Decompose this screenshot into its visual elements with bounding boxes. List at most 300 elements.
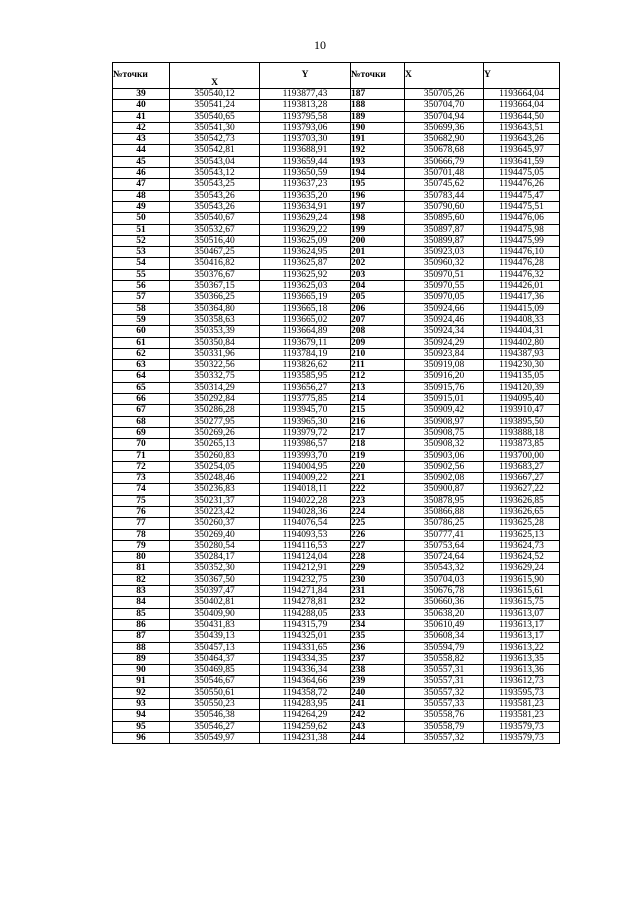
cell-y-left: 1194259,62 (260, 721, 351, 732)
cell-x-right: 350557,32 (405, 687, 484, 698)
cell-x-left: 350397,47 (170, 586, 260, 597)
cell-x-left: 350367,50 (170, 574, 260, 585)
cell-point-number-right: 222 (351, 484, 405, 495)
cell-point-number-left: 83 (113, 586, 170, 597)
cell-point-number-right: 190 (351, 122, 405, 133)
cell-x-left: 350546,67 (170, 676, 260, 687)
cell-x-left: 350260,37 (170, 518, 260, 529)
table-row (113, 518, 560, 529)
table-row (113, 134, 560, 145)
cell-x-right: 350902,08 (405, 473, 484, 484)
table-row (113, 676, 560, 687)
cell-x-left: 350542,81 (170, 145, 260, 156)
cell-y-left: 1194288,05 (260, 608, 351, 619)
table-row (113, 416, 560, 427)
table-row (113, 608, 560, 619)
cell-x-left: 350292,84 (170, 394, 260, 405)
cell-y-left: 1194004,95 (260, 461, 351, 472)
cell-x-left: 350376,67 (170, 269, 260, 280)
cell-y-right: 1194408,33 (484, 314, 560, 325)
cell-x-right: 350558,79 (405, 721, 484, 732)
cell-y-right: 1193700,00 (484, 450, 560, 461)
cell-x-left: 350364,80 (170, 303, 260, 314)
cell-point-number-right: 234 (351, 619, 405, 630)
table-row (113, 574, 560, 585)
cell-point-number-left: 48 (113, 190, 170, 201)
cell-point-number-right: 228 (351, 552, 405, 563)
cell-point-number-right: 187 (351, 89, 405, 100)
cell-point-number-left: 78 (113, 529, 170, 540)
cell-point-number-left: 82 (113, 574, 170, 585)
cell-x-right: 350682,90 (405, 134, 484, 145)
cell-x-left: 350542,73 (170, 134, 260, 145)
cell-y-left: 1193784,19 (260, 348, 351, 359)
cell-y-right: 1193613,35 (484, 653, 560, 664)
cell-x-right: 350777,41 (405, 529, 484, 540)
cell-point-number-right: 203 (351, 269, 405, 280)
cell-x-right: 350908,97 (405, 416, 484, 427)
cell-point-number-right: 225 (351, 518, 405, 529)
cell-x-left: 350352,30 (170, 563, 260, 574)
cell-x-right: 350960,32 (405, 258, 484, 269)
cell-y-left: 1194124,04 (260, 552, 351, 563)
cell-y-right: 1193888,18 (484, 427, 560, 438)
cell-y-right: 1193613,22 (484, 642, 560, 653)
cell-x-left: 350366,25 (170, 292, 260, 303)
cell-x-right: 350666,79 (405, 156, 484, 167)
table-row (113, 156, 560, 167)
cell-point-number-right: 206 (351, 303, 405, 314)
cell-point-number-right: 212 (351, 371, 405, 382)
cell-x-right: 350878,95 (405, 495, 484, 506)
cell-y-left: 1193826,62 (260, 360, 351, 371)
cell-point-number-right: 197 (351, 201, 405, 212)
cell-point-number-left: 70 (113, 439, 170, 450)
table-row (113, 394, 560, 405)
cell-point-number-left: 79 (113, 540, 170, 551)
cell-point-number-right: 231 (351, 586, 405, 597)
cell-x-left: 350254,05 (170, 461, 260, 472)
cell-point-number-right: 232 (351, 597, 405, 608)
cell-point-number-left: 62 (113, 348, 170, 359)
cell-y-left: 1193665,02 (260, 314, 351, 325)
cell-y-right: 1193643,51 (484, 122, 560, 133)
cell-y-left: 1194212,91 (260, 563, 351, 574)
cell-x-right: 350902,56 (405, 461, 484, 472)
cell-y-left: 1194009,22 (260, 473, 351, 484)
cell-point-number-right: 241 (351, 699, 405, 710)
table-row (113, 190, 560, 201)
cell-y-right: 1193579,73 (484, 721, 560, 732)
table-row (113, 100, 560, 111)
cell-y-right: 1194476,06 (484, 213, 560, 224)
cell-y-right: 1194387,93 (484, 348, 560, 359)
cell-y-left: 1193634,91 (260, 201, 351, 212)
table-header-row (113, 63, 560, 89)
cell-y-right: 1193613,36 (484, 665, 560, 676)
cell-point-number-left: 53 (113, 247, 170, 258)
cell-x-left: 350280,54 (170, 540, 260, 551)
cell-x-right: 350660,36 (405, 597, 484, 608)
cell-x-left: 350431,83 (170, 619, 260, 630)
cell-x-left: 350439,13 (170, 631, 260, 642)
cell-point-number-right: 233 (351, 608, 405, 619)
cell-point-number-right: 230 (351, 574, 405, 585)
cell-point-number-right: 239 (351, 676, 405, 687)
cell-y-left: 1194283,95 (260, 699, 351, 710)
table-row (113, 506, 560, 517)
cell-y-left: 1193650,59 (260, 168, 351, 179)
cell-point-number-right: 218 (351, 439, 405, 450)
cell-x-left: 350543,26 (170, 190, 260, 201)
table-row (113, 168, 560, 179)
cell-y-right: 1193613,17 (484, 619, 560, 630)
cell-point-number-right: 202 (351, 258, 405, 269)
cell-point-number-right: 196 (351, 190, 405, 201)
table-row (113, 495, 560, 506)
cell-y-left: 1193688,91 (260, 145, 351, 156)
cell-y-left: 1194271,84 (260, 586, 351, 597)
cell-y-left: 1194076,54 (260, 518, 351, 529)
cell-x-right: 350790,60 (405, 201, 484, 212)
cell-y-right: 1194476,10 (484, 247, 560, 258)
cell-x-right: 350558,76 (405, 710, 484, 721)
cell-x-right: 350909,42 (405, 405, 484, 416)
cell-point-number-left: 86 (113, 619, 170, 630)
cell-x-right: 350923,84 (405, 348, 484, 359)
cell-point-number-left: 90 (113, 665, 170, 676)
cell-point-number-right: 215 (351, 405, 405, 416)
cell-x-right: 350753,64 (405, 540, 484, 551)
cell-point-number-right: 189 (351, 111, 405, 122)
cell-x-right: 350608,34 (405, 631, 484, 642)
table-row (113, 258, 560, 269)
header-point-number-right: №точки (351, 63, 405, 89)
cell-x-left: 350331,96 (170, 348, 260, 359)
cell-y-left: 1193775,85 (260, 394, 351, 405)
cell-x-right: 350919,08 (405, 360, 484, 371)
cell-y-right: 1194230,30 (484, 360, 560, 371)
cell-y-left: 1193679,11 (260, 337, 351, 348)
cell-y-left: 1194232,75 (260, 574, 351, 585)
cell-point-number-right: 210 (351, 348, 405, 359)
cell-point-number-right: 219 (351, 450, 405, 461)
cell-point-number-right: 211 (351, 360, 405, 371)
cell-point-number-left: 87 (113, 631, 170, 642)
cell-point-number-right: 235 (351, 631, 405, 642)
cell-point-number-left: 67 (113, 405, 170, 416)
cell-x-right: 350908,32 (405, 439, 484, 450)
cell-point-number-left: 49 (113, 201, 170, 212)
cell-point-number-right: 214 (351, 394, 405, 405)
cell-x-left: 350236,83 (170, 484, 260, 495)
cell-point-number-right: 207 (351, 314, 405, 325)
cell-x-left: 350516,40 (170, 235, 260, 246)
cell-x-left: 350540,67 (170, 213, 260, 224)
cell-x-right: 350704,94 (405, 111, 484, 122)
cell-x-left: 350550,61 (170, 687, 260, 698)
cell-point-number-left: 66 (113, 394, 170, 405)
cell-x-right: 350866,88 (405, 506, 484, 517)
cell-point-number-left: 41 (113, 111, 170, 122)
cell-y-left: 1194231,38 (260, 732, 351, 743)
cell-y-left: 1193979,72 (260, 427, 351, 438)
cell-x-left: 350546,38 (170, 710, 260, 721)
cell-x-left: 350543,12 (170, 168, 260, 179)
cell-point-number-left: 96 (113, 732, 170, 743)
cell-y-right: 1193667,27 (484, 473, 560, 484)
cell-y-right: 1193615,90 (484, 574, 560, 585)
table-row (113, 450, 560, 461)
cell-point-number-left: 54 (113, 258, 170, 269)
cell-point-number-left: 63 (113, 360, 170, 371)
cell-y-right: 1194475,47 (484, 190, 560, 201)
cell-x-right: 350924,46 (405, 314, 484, 325)
cell-x-right: 350699,36 (405, 122, 484, 133)
table-row (113, 179, 560, 190)
cell-y-right: 1194476,32 (484, 269, 560, 280)
cell-x-left: 350543,26 (170, 201, 260, 212)
page-number: 10 (314, 38, 326, 52)
cell-y-left: 1193625,03 (260, 281, 351, 292)
cell-point-number-left: 47 (113, 179, 170, 190)
cell-y-left: 1193986,57 (260, 439, 351, 450)
cell-point-number-right: 220 (351, 461, 405, 472)
header-point-number-left: №точки (113, 63, 170, 89)
table-row (113, 360, 560, 371)
header-x-left: X (170, 63, 260, 89)
table-row (113, 111, 560, 122)
cell-y-right: 1193595,73 (484, 687, 560, 698)
table-row (113, 642, 560, 653)
cell-y-left: 1194358,72 (260, 687, 351, 698)
cell-y-right: 1193645,97 (484, 145, 560, 156)
cell-point-number-left: 89 (113, 653, 170, 664)
cell-x-right: 350970,55 (405, 281, 484, 292)
cell-point-number-left: 85 (113, 608, 170, 619)
cell-point-number-right: 216 (351, 416, 405, 427)
cell-x-left: 350416,82 (170, 258, 260, 269)
cell-x-left: 350409,90 (170, 608, 260, 619)
cell-point-number-right: 193 (351, 156, 405, 167)
cell-x-right: 350908,75 (405, 427, 484, 438)
cell-y-right: 1194426,01 (484, 281, 560, 292)
cell-x-right: 350903,06 (405, 450, 484, 461)
cell-point-number-left: 46 (113, 168, 170, 179)
cell-y-left: 1194334,35 (260, 653, 351, 664)
cell-x-left: 350350,84 (170, 337, 260, 348)
cell-y-left: 1193965,30 (260, 416, 351, 427)
cell-point-number-right: 198 (351, 213, 405, 224)
cell-point-number-left: 52 (113, 235, 170, 246)
cell-x-right: 350557,32 (405, 732, 484, 743)
cell-y-left: 1194278,81 (260, 597, 351, 608)
cell-x-left: 350549,97 (170, 732, 260, 743)
cell-y-left: 1193664,89 (260, 326, 351, 337)
table-row (113, 653, 560, 664)
cell-x-right: 350924,34 (405, 326, 484, 337)
cell-x-left: 350532,67 (170, 224, 260, 235)
cell-x-right: 350676,78 (405, 586, 484, 597)
table-row (113, 281, 560, 292)
cell-x-right: 350558,82 (405, 653, 484, 664)
table-body (113, 89, 560, 744)
cell-x-left: 350277,95 (170, 416, 260, 427)
cell-point-number-right: 213 (351, 382, 405, 393)
cell-point-number-right: 224 (351, 506, 405, 517)
cell-y-left: 1193625,09 (260, 235, 351, 246)
cell-y-right: 1193581,23 (484, 710, 560, 721)
cell-y-right: 1193683,27 (484, 461, 560, 472)
table-row (113, 529, 560, 540)
table-row (113, 484, 560, 495)
cell-point-number-left: 39 (113, 89, 170, 100)
cell-x-right: 350970,51 (405, 269, 484, 280)
cell-x-left: 350543,04 (170, 156, 260, 167)
cell-y-left: 1193656,27 (260, 382, 351, 393)
cell-point-number-right: 209 (351, 337, 405, 348)
cell-x-right: 350900,87 (405, 484, 484, 495)
cell-x-right: 350557,31 (405, 676, 484, 687)
cell-y-right: 1193664,04 (484, 100, 560, 111)
cell-y-right: 1193613,17 (484, 631, 560, 642)
cell-y-right: 1193643,26 (484, 134, 560, 145)
cell-point-number-left: 72 (113, 461, 170, 472)
cell-y-right: 1193624,73 (484, 540, 560, 551)
table-row (113, 619, 560, 630)
cell-point-number-left: 61 (113, 337, 170, 348)
table-row (113, 473, 560, 484)
cell-y-left: 1194022,28 (260, 495, 351, 506)
cell-y-left: 1193625,92 (260, 269, 351, 280)
cell-point-number-right: 244 (351, 732, 405, 743)
cell-y-right: 1193895,50 (484, 416, 560, 427)
cell-x-right: 350897,87 (405, 224, 484, 235)
cell-point-number-left: 45 (113, 156, 170, 167)
cell-y-right: 1194415,09 (484, 303, 560, 314)
cell-point-number-left: 42 (113, 122, 170, 133)
cell-x-right: 350923,03 (405, 247, 484, 258)
cell-y-right: 1194417,36 (484, 292, 560, 303)
cell-x-right: 350557,33 (405, 699, 484, 710)
cell-point-number-right: 236 (351, 642, 405, 653)
cell-x-left: 350467,25 (170, 247, 260, 258)
table-row (113, 269, 560, 280)
cell-y-left: 1194018,11 (260, 484, 351, 495)
cell-y-left: 1193585,95 (260, 371, 351, 382)
cell-y-right: 1193629,24 (484, 563, 560, 574)
table-row (113, 348, 560, 359)
cell-y-right: 1193664,04 (484, 89, 560, 100)
cell-x-right: 350594,79 (405, 642, 484, 653)
cell-point-number-right: 199 (351, 224, 405, 235)
cell-x-left: 350332,75 (170, 371, 260, 382)
cell-y-right: 1193644,50 (484, 111, 560, 122)
cell-point-number-left: 80 (113, 552, 170, 563)
cell-y-left: 1193945,70 (260, 405, 351, 416)
cell-point-number-right: 208 (351, 326, 405, 337)
cell-x-right: 350543,32 (405, 563, 484, 574)
cell-point-number-right: 226 (351, 529, 405, 540)
table-row (113, 563, 560, 574)
cell-point-number-left: 81 (113, 563, 170, 574)
cell-point-number-left: 64 (113, 371, 170, 382)
cell-y-right: 1193615,61 (484, 586, 560, 597)
cell-point-number-left: 71 (113, 450, 170, 461)
cell-y-right: 1194476,26 (484, 179, 560, 190)
cell-x-left: 350464,37 (170, 653, 260, 664)
cell-y-right: 1194475,05 (484, 168, 560, 179)
cell-x-left: 350550,23 (170, 699, 260, 710)
table-row (113, 427, 560, 438)
cell-y-right: 1193627,22 (484, 484, 560, 495)
cell-y-left: 1194093,53 (260, 529, 351, 540)
cell-x-right: 350915,76 (405, 382, 484, 393)
table-row (113, 710, 560, 721)
cell-point-number-right: 221 (351, 473, 405, 484)
cell-y-left: 1193629,22 (260, 224, 351, 235)
coordinates-table (112, 62, 560, 744)
cell-point-number-left: 76 (113, 506, 170, 517)
cell-y-right: 1193641,59 (484, 156, 560, 167)
cell-x-left: 350260,83 (170, 450, 260, 461)
cell-y-right: 1193581,23 (484, 699, 560, 710)
table-row (113, 461, 560, 472)
cell-x-left: 350541,24 (170, 100, 260, 111)
cell-point-number-left: 40 (113, 100, 170, 111)
cell-x-right: 350916,20 (405, 371, 484, 382)
table-row (113, 292, 560, 303)
cell-y-right: 1194475,51 (484, 201, 560, 212)
cell-point-number-left: 91 (113, 676, 170, 687)
table-row (113, 235, 560, 246)
cell-y-right: 1193615,75 (484, 597, 560, 608)
cell-x-left: 350322,56 (170, 360, 260, 371)
cell-point-number-right: 205 (351, 292, 405, 303)
cell-y-left: 1193665,18 (260, 303, 351, 314)
cell-point-number-left: 50 (113, 213, 170, 224)
cell-point-number-left: 68 (113, 416, 170, 427)
cell-x-right: 350786,25 (405, 518, 484, 529)
cell-y-left: 1193625,87 (260, 258, 351, 269)
table-row (113, 405, 560, 416)
cell-x-right: 350895,60 (405, 213, 484, 224)
cell-y-left: 1194315,79 (260, 619, 351, 630)
table-row (113, 326, 560, 337)
cell-point-number-left: 65 (113, 382, 170, 393)
cell-y-left: 1193703,30 (260, 134, 351, 145)
table-row (113, 439, 560, 450)
cell-x-left: 350223,42 (170, 506, 260, 517)
cell-x-left: 350248,46 (170, 473, 260, 484)
cell-y-left: 1194325,01 (260, 631, 351, 642)
cell-x-left: 350402,81 (170, 597, 260, 608)
cell-point-number-right: 243 (351, 721, 405, 732)
cell-y-right: 1193579,73 (484, 732, 560, 743)
cell-x-right: 350783,44 (405, 190, 484, 201)
header-y-left: Y (260, 63, 351, 89)
table-row (113, 122, 560, 133)
cell-x-left: 350541,30 (170, 122, 260, 133)
cell-point-number-right: 204 (351, 281, 405, 292)
cell-x-left: 350367,15 (170, 281, 260, 292)
cell-point-number-left: 51 (113, 224, 170, 235)
cell-x-right: 350704,03 (405, 574, 484, 585)
cell-y-right: 1193625,13 (484, 529, 560, 540)
cell-point-number-right: 223 (351, 495, 405, 506)
cell-x-left: 350286,28 (170, 405, 260, 416)
cell-x-left: 350543,25 (170, 179, 260, 190)
